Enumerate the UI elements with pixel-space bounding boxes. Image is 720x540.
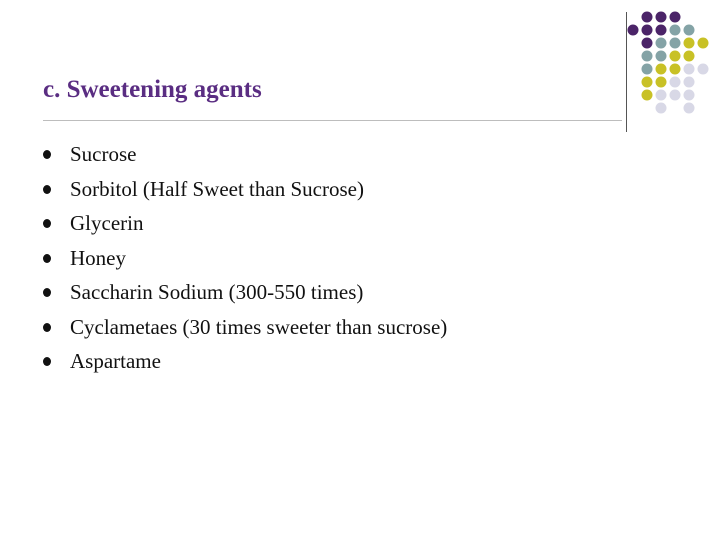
vertical-divider [626,12,627,132]
decor-dot [684,38,695,49]
decor-dot [670,90,681,101]
decor-dot [670,77,681,88]
decor-dot [642,90,653,101]
decor-dot [656,77,667,88]
dot-grid-icon [0,0,720,140]
bullet-icon [43,150,51,159]
bullet-icon [43,288,51,297]
decor-dot [684,64,695,75]
decor-dot [642,77,653,88]
list-item-text: Cyclametaes (30 times sweeter than sucrose) [70,314,448,339]
list-item-text: Saccharin Sodium (300-550 times) [70,280,364,304]
list-item-text: Honey [70,245,126,270]
slide-title: c. Sweetening agents [43,76,262,103]
decor-dot [684,90,695,101]
decor-dot [642,38,653,49]
decor-dot [670,51,681,62]
decor-dot [684,103,695,114]
list-item-text: Sorbitol (Half Sweet than Sucrose) [70,176,364,201]
decor-dot [656,103,667,114]
decor-dot [656,12,667,23]
decor-dot [670,25,681,36]
decor-dot [684,51,695,62]
decor-dot [670,12,681,23]
decor-dot [656,64,667,75]
title-divider [43,120,622,121]
bullet-icon [43,323,51,332]
decor-dot [642,12,653,23]
bullet-icon [43,357,51,366]
decor-dot [642,64,653,75]
bullet-icon [43,219,51,228]
decor-dot [642,25,653,36]
decor-dot [656,51,667,62]
decor-dot [684,77,695,88]
list-item-text: Glycerin [70,211,144,235]
decor-dot [656,25,667,36]
decor-dot [684,25,695,36]
list-item-text: Sucrose [70,142,137,166]
decor-dot [698,64,709,75]
decor-dot [656,90,667,101]
list-item-text: Aspartame [70,349,161,373]
decor-dot [656,38,667,49]
decor-dot [628,25,639,36]
decor-dot [642,51,653,62]
decor-dot [670,38,681,49]
bullet-icon [43,254,51,263]
decor-dot [698,38,709,49]
decor-dot [670,64,681,75]
bullet-icon [43,185,51,194]
